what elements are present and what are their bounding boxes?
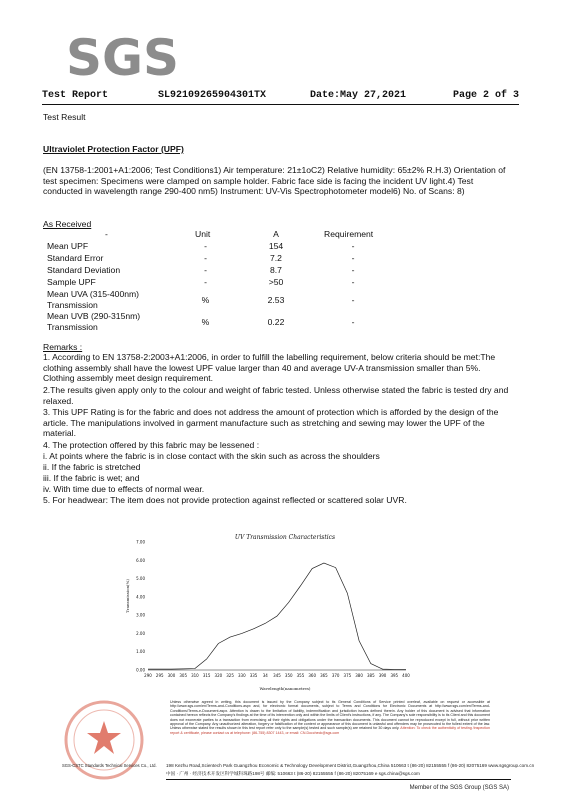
x-tick-label: 350 [284,673,293,678]
x-tick-label: 365 [320,673,328,678]
row-param: Standard Deviation [47,265,121,275]
x-tick-label: 34 [262,673,268,678]
remark-4-ii: ii. If the fabric is stretched [43,462,141,472]
report-number: SL92109265904301TX [158,90,267,101]
x-tick-label: 345 [273,673,281,678]
row-requirement: - [351,317,355,327]
x-tick-label: 390 [378,673,387,678]
remark-3: 3. This UPF Rating is for the fabric and does not address the amount of protection which is afforded by the design of the article. The manipulations involved in garment manufacture such as stretching and sewing may lower the UPF of the material. [43,407,499,439]
x-tick-label: 385 [366,673,375,678]
y-tick-label: 2.00 [136,630,145,636]
row-value: 7.2 [270,253,282,263]
row-param: Sample UPF [47,277,96,287]
row-value: 2.53 [267,295,285,305]
remark-1: 1. According to EN 13758-2:2003+A1:2006, in order to fulfill the labelling requirement, below criteria should be met:The clothing assembly shall have the lowest UPF value larger than 40 and average UV-A transmission smaller than 5%. Clothing assembly meet design requirement. [43,352,496,384]
table-row [43,289,423,311]
row-param: Standard Error [47,253,104,263]
header-divider [42,104,519,105]
remark-5: 5. For headwear: The item does not provide protection against reflected or scattered solar UVR. [43,495,407,505]
y-tick-label: 3.00 [136,612,145,618]
x-tick-label: 305 [179,673,188,678]
y-tick-label: 4.00 [136,594,145,600]
y-axis-label: Transmission(%) [125,579,130,613]
results-table [43,229,423,333]
row-requirement: - [351,295,355,305]
page-number: Page 2 of 3 [452,90,519,101]
row-value: 154 [268,241,284,251]
col-header-a: A [273,229,279,239]
row-param: Mean UPF [47,241,89,251]
address-cn: 中国 · 广州 · 经济技术开发区科学城科珠路198号 邮编: 510663 t (86-20) 82155555 f (86-20) 82075169 e sgs.china@sgs.com [166,771,420,776]
x-tick-label: 310 [191,673,199,678]
row-unit: - [204,265,207,275]
x-tick-label: 315 [202,673,211,678]
terms-body: Unless otherwise agreed in writing, this document is issued by the Company subject to its General Conditions of Service printed overleaf, available on request or accessible at http://www.sgs.com/en/Terms-and-Conditions.aspx and, for electronic format documents, subject to Terms and Conditions for Electronic Documents at http://www.sgs.com/en/Terms-and-Conditions/Terms-e-Document.aspx. Attention is drawn to the limitation of liability, indemnification and jurisdiction issues defined therein. Any holder of this document is advised that information contained hereon reflects the Company's findings at the time of its intervention only and within the limits of Client's instructions, if any. The Company's sole responsibility is to its Client and this document does not exonerate parties to a transaction from exercising all their rights and obligations under the transaction documents. This document cannot be reproduced except in full, without prior written approval of the Company. Any unauthorized alteration, forgery or falsification of the content or appearance of this document is unlawful and offenders may be prosecuted to the fullest extent of the law. Unless otherwise stated the results shown in this test report refer only to the sample(s) tested and such sample(s) are retained for 30 days only. [170,700,490,731]
table-row [43,253,423,265]
remark-4-iii: iii. If the fabric is wet; and [43,473,140,483]
col-header-param: - [105,229,108,239]
remarks-label: Remarks : [43,342,83,352]
row-unit: - [204,277,207,287]
x-tick-label: 380 [355,673,363,678]
uv-transmission-chart [120,526,420,694]
seal-caption: SGS-CSTC Standards Technical Services Co., Ltd. [62,763,157,768]
x-tick-label: 375 [343,673,352,678]
row-value: >50 [268,277,284,287]
remark-4: 4. The protection offered by this fabric may be lessened : [43,440,260,450]
table-row [43,241,423,253]
table-header [43,229,423,241]
terms-text [170,700,490,735]
table-row [43,277,423,289]
x-tick-label: 335 [249,673,258,678]
x-tick-label: 330 [237,673,246,678]
member-line: Member of the SGS Group (SGS SA) [409,785,509,791]
col-header-unit: Unit [195,229,211,239]
table-row [43,311,423,333]
table-row [43,265,423,277]
as-received-label: As Received [43,219,92,229]
company-seal [61,697,147,783]
row-requirement: - [351,253,355,263]
x-tick-label: 300 [167,673,176,678]
row-param: Mean UVA (315-400nm) Transmission [47,289,140,310]
address-en: 198 Kezhu Road,Scientech Park Guangzhou Economic & Technology Development District,Guangzhou,China 510663 t (86-20) 82155555 f (86-20) 82075169 www.sgsgroup.com.cn [166,763,535,768]
section-title: Test Result [43,112,86,122]
footer-divider [166,779,511,780]
y-tick-label: 1.00 [136,649,145,655]
y-tick-label: 7.00 [136,539,145,545]
x-tick-label: 355 [296,673,305,678]
y-tick-label: 5.00 [136,576,145,582]
report-label: Test Report [42,90,109,101]
chart-title: UV Transmission Characteristics [234,534,336,541]
series-line [148,563,406,669]
y-tick-label: 0.00 [136,667,145,673]
x-tick-label: 400 [402,673,410,678]
col-header-requirement: Requirement [324,229,374,239]
row-value: 0.22 [267,317,285,327]
report-date: Date:May 27,2021 [310,90,407,101]
remark-2: 2.The results given apply only to the colour and weight of fabric tested. Unless otherwise stated the fabric is tested dry and relaxed. [43,385,509,406]
x-tick-label: 395 [390,673,399,678]
sgs-logo [66,35,188,79]
x-tick-label: 370 [331,673,340,678]
row-unit: - [204,241,207,251]
test-title: Ultraviolet Protection Factor (UPF) [43,144,184,154]
x-tick-label: 295 [155,673,164,678]
report-header [42,90,519,104]
remark-4-iv: iv. With time due to effects of normal wear. [43,484,205,494]
row-param: Mean UVB (290-315nm) Transmission [47,311,141,332]
row-value: 8.7 [270,265,282,275]
row-requirement: - [351,277,355,287]
x-tick-label: 320 [214,673,223,678]
row-unit: - [204,253,207,263]
logo-text: SGS [66,35,180,81]
row-requirement: - [351,241,355,251]
x-tick-label: 360 [308,673,317,678]
x-tick-label: 290 [144,673,152,678]
remark-4-i: i. At points where the fabric is in close contact with the skin such as across the shoulders [43,451,380,461]
row-requirement: - [351,265,355,275]
x-tick-label: 325 [226,673,234,678]
chart-svg [120,526,420,694]
y-tick-label: 6.00 [136,557,145,563]
test-conditions: (EN 13758-1:2001+A1:2006; Test Conditions1) Air temperature: 21±1oC2) Relative humidity: 65±2% R.H.3) Orientation of test specimen: Specimens were clamped on sample holder. Fabric face side is facing the incident UV light.4) Test conducted in wavelength range 290-400 nm5) Instrument: UV-Vis Spectrophotometer model6) No. of Scans: 8) [43,165,506,197]
attention-note: Attention: To check the authenticity of testing /inspection report & certificate, please contact us at telephone: (86-755) 8307 1443, or email: CN.Doccheck@sgs.com [170,726,490,735]
x-axis-label: Wavelength(nanometres) [259,686,311,691]
row-unit: % [201,295,210,305]
row-unit: % [201,317,210,327]
